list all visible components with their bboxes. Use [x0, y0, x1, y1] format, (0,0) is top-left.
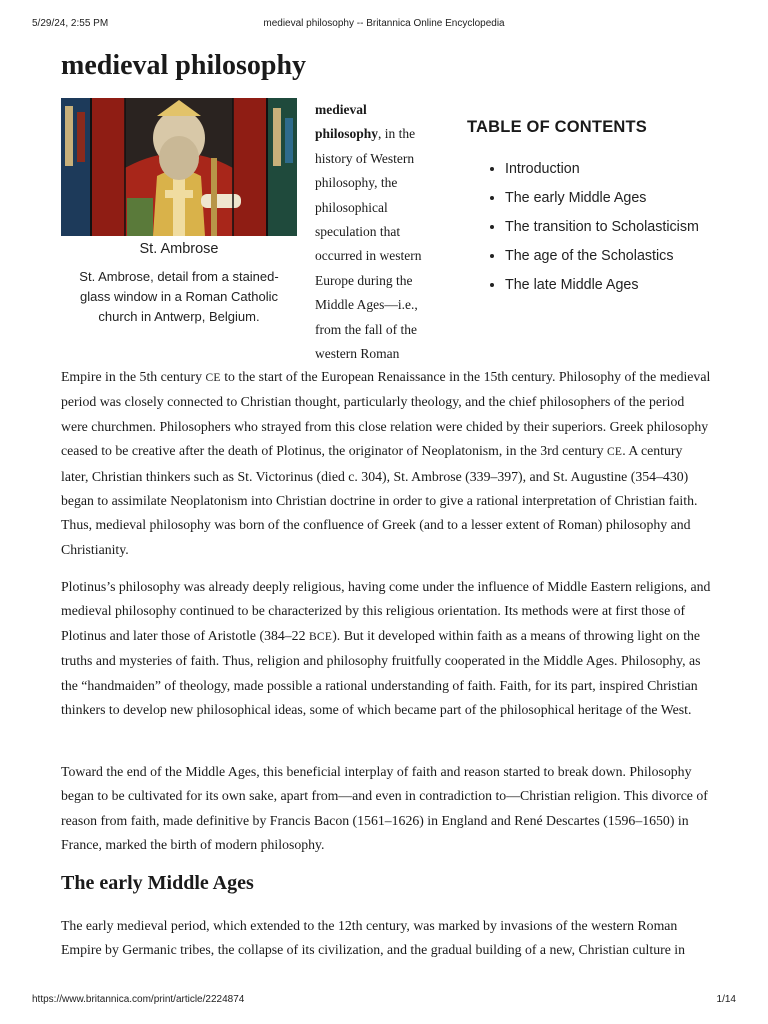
toc-heading: TABLE OF CONTENTS: [467, 118, 648, 136]
section-heading-early-middle-ages: The early Middle Ages: [61, 872, 254, 894]
era-abbreviation: BCE: [308, 630, 333, 643]
toc-item-late-middle-ages[interactable]: • The late Middle Ages: [505, 271, 747, 300]
table-of-contents: [467, 118, 747, 300]
toc-item-transition-to-scholasticism[interactable]: • The transition to Scholasticism: [505, 213, 747, 242]
print-url: https://www.britannica.com/print/article/2224874: [32, 994, 245, 1005]
article-title: medieval philosophy: [61, 50, 307, 81]
paragraph-1: [61, 365, 711, 562]
paragraph-2-text-b: ). But it developed within faith as a means of throwing light on the truths and mysteries of faith. Thus, religion and philosophy fruitfully cooperated in the Middle Ages. Philosophy, as the “handmaiden” of theology, made possible a rational understanding of faith. Faith, for its part, inspired Christian thinkers to develop new philosophical ideas, some of which became part of the philosophical heritage of the West.: [61, 627, 701, 718]
figure-title: St. Ambrose: [139, 241, 219, 257]
toc-item-early-middle-ages[interactable]: • The early Middle Ages: [505, 184, 747, 213]
page-number: 1/14: [716, 994, 736, 1005]
era-abbreviation: CE: [205, 372, 221, 384]
paragraph-3: Toward the end of the Middle Ages, this beneficial interplay of faith and reason started to break down. Philosophy began to be cultivated for its own sake, apart from—and even in contradiction to—Christian religion. This divorce of reason from faith, made definitive by Francis Bacon (1561–1626) in England and René Descartes (1596–1650) in France, marked the birth of modern philosophy.: [61, 764, 708, 853]
paragraph-2-text-a: Plotinus’s philosophy was already deeply religious, having come under the influence of Middle Eastern religions, and medieval philosophy continued to be characterized by this religious orientation. Its methods were at first those of Plotinus and later those of Aristotle (384–22: [61, 579, 711, 643]
intro-paragraph: [315, 98, 435, 366]
toc-item-age-of-scholastics[interactable]: • The age of the Scholastics: [505, 242, 747, 271]
paragraph-2: [61, 575, 711, 722]
toc-list: [467, 155, 747, 300]
figure-caption: St. Ambrose, detail from a stained-glass window in a Roman Catholic church in Antwerp, Belgium.: [79, 269, 279, 324]
print-page-title: medieval philosophy -- Britannica Online Encyclopedia: [263, 18, 505, 29]
paragraph-1-text-b: to the start of the European Renaissance in the 15th century. Philosophy of the medieval period was closely connected to Christian thought, particularly theology, and the chief philosophers of the period were churchmen. Philosophers who strayed from this close relation were chided by their superiors. Greek philosophy ceased to be creative after the death of Plotinus, the originator of Neoplatonism, in the 3rd century: [61, 369, 711, 459]
paragraph-1-text-c: . A century later, Christian thinkers such as St. Victorinus (died c. 304), St. Ambrose (339–397), and St. Augustine (354–430) began to assimilate Neoplatonism into Christian doctrine in order to give a rational interpretation of Christian faith. Thus, medieval philosophy was born of the confluence of Greek (and to a lesser extent of Roman) philosophy and Christianity.: [61, 443, 698, 557]
intro-bold-term: medieval philosophy: [315, 102, 379, 142]
stained-glass-image: [61, 98, 297, 236]
paragraph-4: The early medieval period, which extended to the 12th century, was marked by invasions of the western Roman Empire by Germanic tribes, the collapse of its civilization, and the gradual building of a new, Christian culture in: [61, 918, 686, 958]
paragraph-1-text-a: Empire in the 5th century: [61, 369, 206, 384]
print-datetime: 5/29/24, 2:55 PM: [32, 18, 109, 29]
toc-item-introduction[interactable]: • Introduction: [505, 155, 747, 184]
intro-text: , in the history of Western philosophy, the philosophical speculation that occurred in western Europe during the Middle Ages—i.e., from the fall of the western Roman: [315, 126, 422, 362]
era-abbreviation: CE: [606, 446, 623, 459]
figure: [61, 98, 297, 327]
